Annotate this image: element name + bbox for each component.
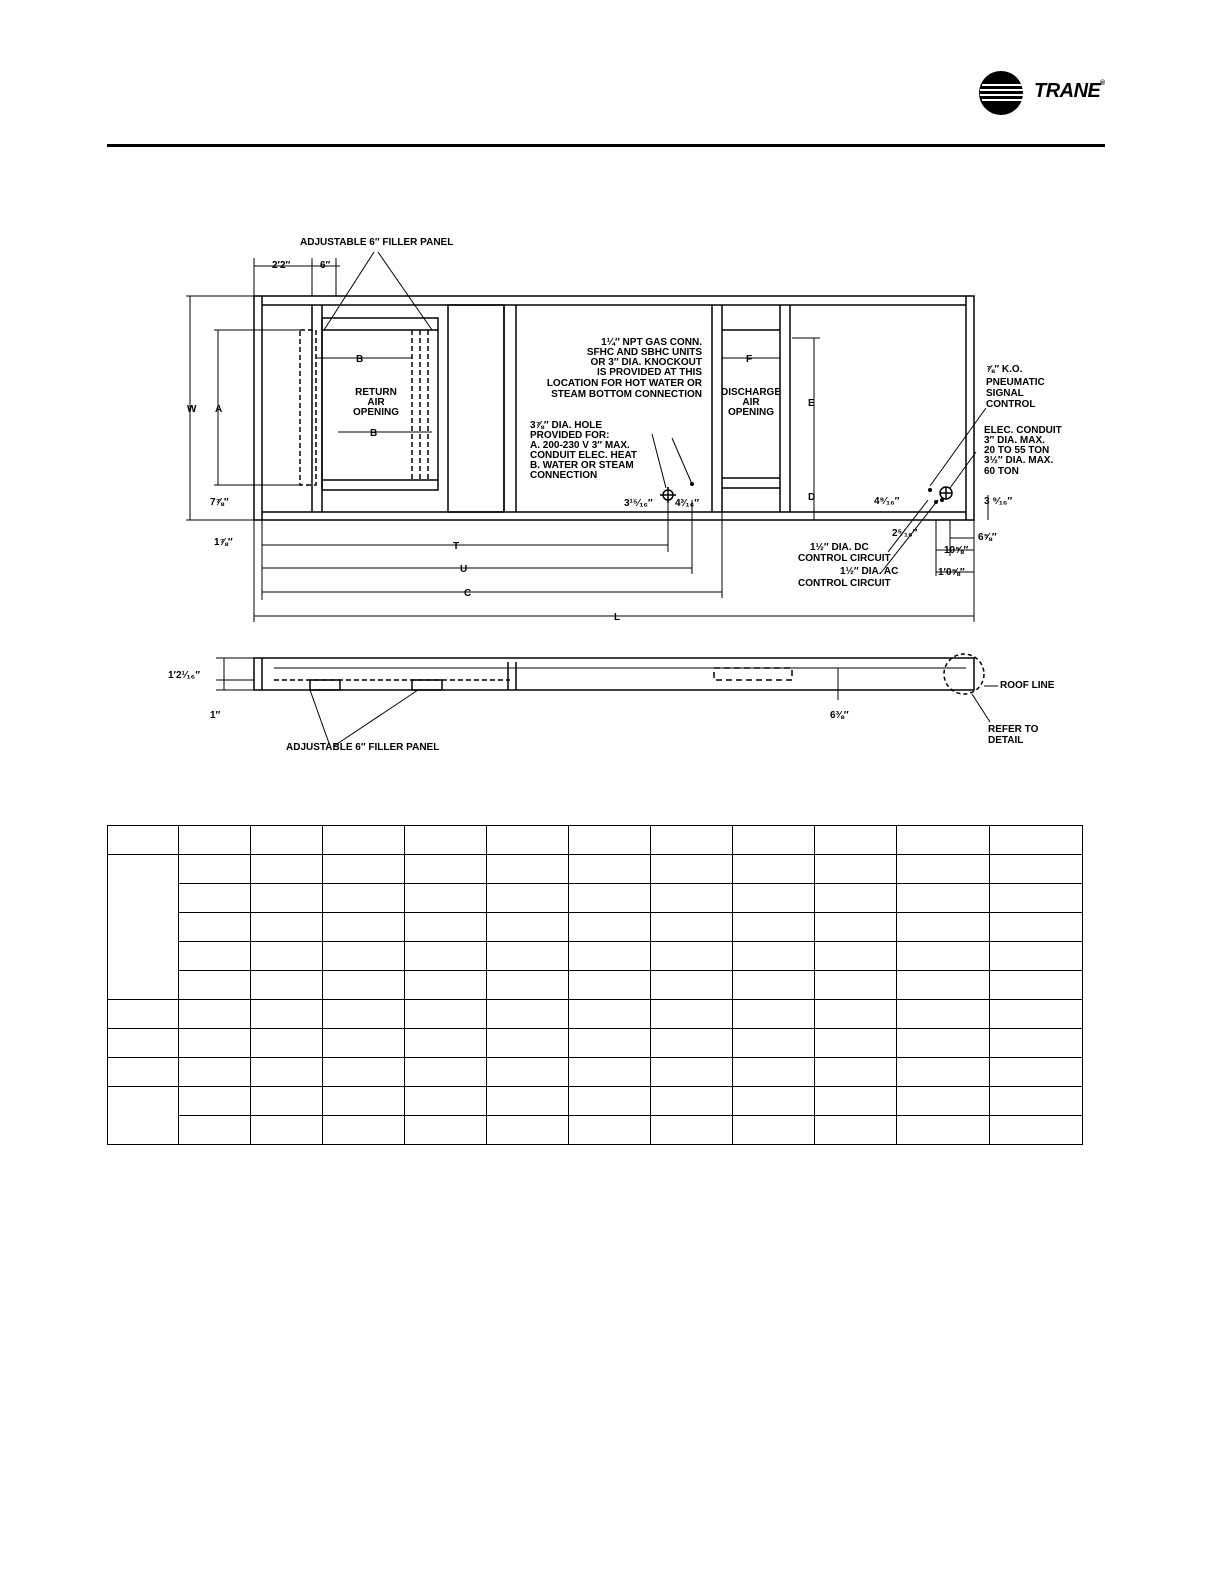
dim-a: A [215, 404, 223, 415]
discharge-air-line-1: DISCHARGE [720, 387, 782, 398]
dim-t: T [453, 541, 460, 552]
dc-circuit-line-1: 1½″ DIA. DC [810, 542, 869, 553]
gas-conn-line-4: IS PROVIDED AT THIS [596, 367, 702, 378]
dim-2-5-16: 2⁵⁄₁₆″ [892, 528, 918, 539]
dim-3-15-16: 3¹⁵⁄₁₆″ [624, 498, 653, 509]
table-row [108, 855, 1083, 884]
dim-b-top: B [356, 354, 364, 365]
table-row [108, 1116, 1083, 1145]
dim-u: U [460, 564, 468, 575]
table-row [108, 971, 1083, 1000]
dim-4-9-16: 4⁹⁄₁₆″ [874, 496, 900, 507]
table-row [108, 884, 1083, 913]
gas-conn-line-6: STEAM BOTTOM CONNECTION [551, 389, 702, 400]
dim-6-3-8: 6⅜″ [830, 710, 849, 721]
table-row [108, 826, 1083, 855]
dim-4-3-16: 4³⁄₁₆″ [675, 498, 700, 509]
pneumatic-line-4: CONTROL [986, 399, 1036, 410]
ac-circuit-line-2: CONTROL CIRCUIT [798, 578, 891, 589]
brand-trademark: ® [1100, 80, 1106, 87]
dim-b-bottom: B [370, 428, 378, 439]
table-row [108, 942, 1083, 971]
dim-6: 6″ [320, 260, 331, 271]
table-row [108, 913, 1083, 942]
gas-conn-line-5: LOCATION FOR HOT WATER OR [546, 378, 702, 389]
dim-w: W [187, 404, 197, 415]
ac-circuit-line-1: 1½″ DIA. AC [840, 566, 899, 577]
dim-f: F [746, 354, 753, 365]
filler-panel-label-top: ADJUSTABLE 6″ FILLER PANEL [300, 237, 454, 248]
elec-conduit-line-1: ELEC. CONDUIT [984, 425, 1062, 436]
return-air-line-3: OPENING [352, 407, 400, 418]
table-row [108, 1000, 1083, 1029]
dimension-table [107, 825, 1083, 1145]
dim-l: L [614, 612, 621, 623]
dc-circuit-line-2: CONTROL CIRCUIT [798, 553, 891, 564]
pneumatic-line-1: ⅞″ K.O. [986, 364, 1023, 375]
dim-3-9-16: 3 ⁹⁄₁₆″ [984, 496, 1013, 507]
elec-conduit-line-3: 20 TO 55 TON [984, 445, 1050, 456]
gas-conn-line-3: OR 3″ DIA. KNOCKOUT [590, 357, 702, 368]
dim-d: D [808, 492, 816, 503]
elec-conduit-line-4: 3½″ DIA. MAX. [984, 455, 1054, 466]
dim-2-2: 2′2″ [272, 260, 291, 271]
elec-conduit-line-5: 60 TON [984, 466, 1019, 477]
hole-note-line-6: CONNECTION [530, 470, 598, 481]
refer-detail-line-2: DETAIL [988, 735, 1024, 746]
hole-note-line-3: A. 200-230 V 3″ MAX. [530, 440, 630, 451]
dim-1-7-8: 1⅞″ [214, 537, 233, 548]
dim-1: 1″ [210, 710, 221, 721]
dim-7-7-8: 7⅞″ [210, 497, 229, 508]
return-air-line-1: RETURN [355, 387, 397, 398]
filler-panel-label-bottom: ADJUSTABLE 6″ FILLER PANEL [286, 742, 440, 753]
dim-1-2-1-16: 1′2¹⁄₁₆″ [168, 670, 200, 681]
brand-name: TRANE [1034, 80, 1101, 102]
dim-c: C [464, 588, 472, 599]
discharge-air-line-2: AIR [742, 397, 760, 408]
table-row [108, 1087, 1083, 1116]
hole-note-line-2: PROVIDED FOR: [530, 430, 610, 441]
dim-6-5-8: 6⅝″ [978, 532, 997, 543]
gas-conn-line-1: 1¼″ NPT GAS CONN. [601, 337, 702, 348]
dim-10-5-8: 10⅝″ [944, 545, 969, 556]
dim-e: E [808, 398, 815, 409]
dim-1-0-5-8: 1′0⅝″ [938, 567, 965, 578]
refer-detail-line-1: REFER TO [988, 724, 1039, 735]
table-row [108, 1029, 1083, 1058]
elec-conduit-line-2: 3″ DIA. MAX. [984, 435, 1045, 446]
gas-conn-line-2: SFHC AND SBHC UNITS [586, 347, 702, 358]
return-air-line-2: AIR [367, 397, 385, 408]
table-row [108, 1058, 1083, 1087]
pneumatic-line-3: SIGNAL [986, 388, 1024, 399]
roof-line-label: ROOF LINE [1000, 680, 1055, 691]
hole-note-line-1: 3⅞″ DIA. HOLE [530, 420, 603, 431]
hole-note-line-4: CONDUIT ELEC. HEAT [530, 450, 638, 461]
discharge-air-line-3: OPENING [727, 407, 775, 418]
pneumatic-line-2: PNEUMATIC [986, 377, 1045, 388]
unit-dimension-drawing [0, 0, 1224, 790]
hole-note-line-5: B. WATER OR STEAM [530, 460, 634, 471]
